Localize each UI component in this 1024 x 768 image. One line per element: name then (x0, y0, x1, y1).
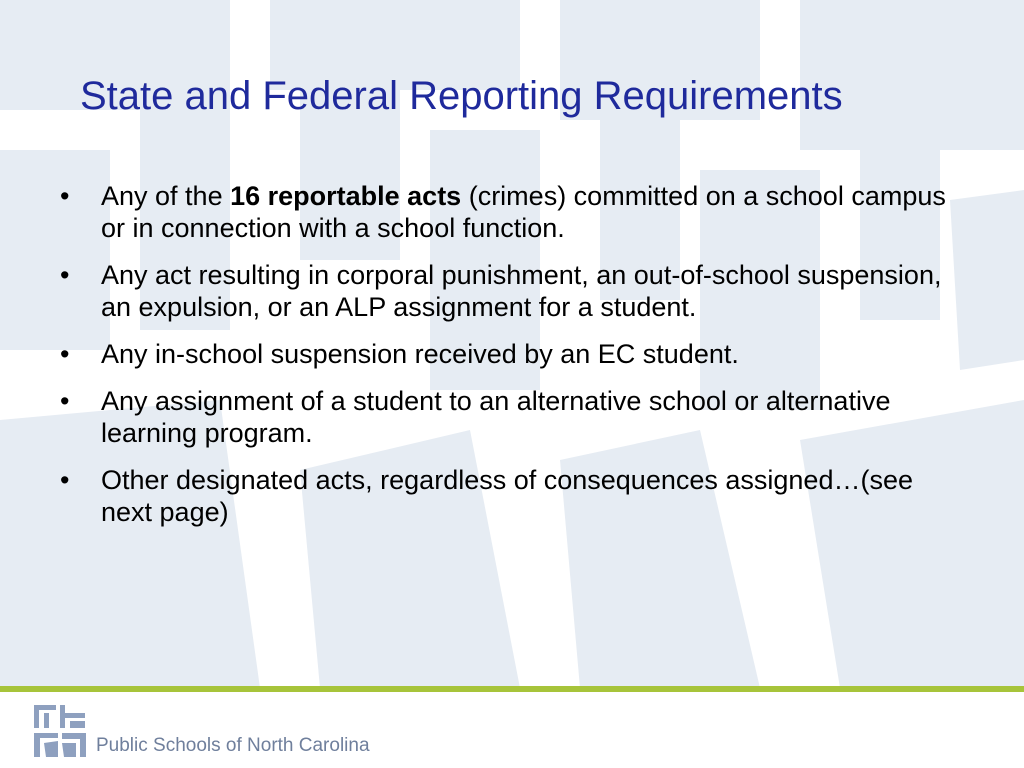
bullet-emphasis: 16 reportable acts (230, 181, 462, 211)
bullet-dot-icon: • (60, 181, 70, 211)
bullet-dot-icon: • (60, 339, 70, 369)
bullet-text: Any of the (101, 181, 231, 211)
nc-public-schools-logo-icon (32, 703, 88, 759)
bullet-dot-icon: • (60, 260, 70, 290)
bullet-text: Other designated acts, regardless of consequences assigned…(see next page) (101, 465, 913, 527)
bullet-text: Any assignment of a student to an alternative school or alternative learning program. (101, 386, 891, 448)
footer-divider (0, 686, 1024, 692)
bullet-text: Any in-school suspension received by an EC student. (101, 339, 739, 369)
bullet-dot-icon: • (60, 465, 70, 495)
bullet-dot-icon: • (60, 386, 70, 416)
footer-org-name: Public Schools of North Carolina (96, 735, 370, 756)
bullet-text-continued: (crimes) committed on a school campus or in connection with a school function. (101, 181, 946, 243)
bullet-list (60, 180, 960, 543)
bullet-item (60, 338, 960, 370)
bullet-text: Any act resulting in corporal punishment, an out-of-school suspension, an expulsion, or an ALP assignment for a student. (101, 260, 942, 322)
bullet-item (60, 464, 960, 528)
bullet-item (60, 180, 960, 244)
bullet-item (60, 385, 960, 449)
bullet-item (60, 259, 960, 323)
slide-title: State and Federal Reporting Requirements (80, 74, 843, 118)
